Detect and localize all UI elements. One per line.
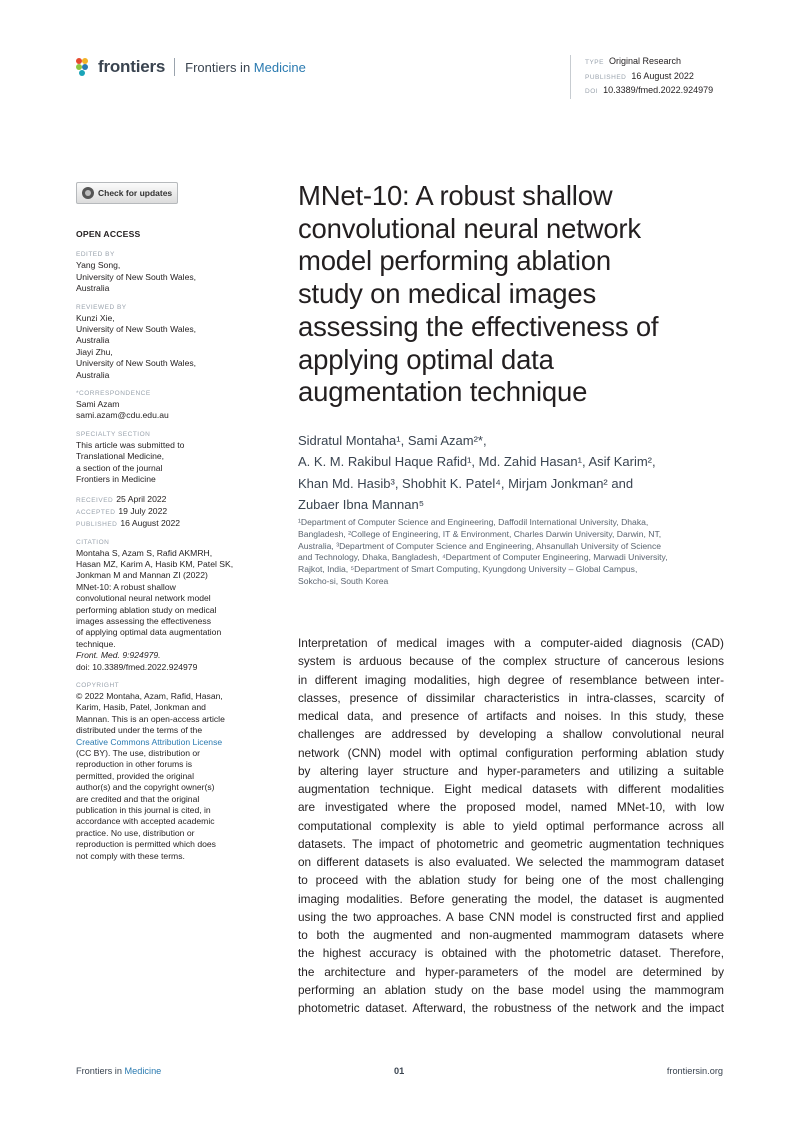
editor-line: Australia bbox=[76, 283, 110, 294]
article-title: MNet-10: A robust shallow convolutional neural network model performing ablation study on medical images assessing the effectiveness of applying optimal data augmentation technique bbox=[298, 180, 659, 408]
date-received: RECEIVED 25 April 2022 bbox=[76, 493, 167, 504]
journal-header bbox=[76, 56, 306, 78]
dates-section bbox=[76, 494, 266, 530]
reviewer-line: University of New South Wales, bbox=[76, 324, 197, 335]
reviewer-line: Jiayi Zhu, bbox=[76, 346, 113, 357]
correspondence-section: *CORRESPONDENCE Sami Azam sami.azam@cdu.edu.au bbox=[76, 389, 266, 422]
article-meta bbox=[570, 55, 713, 99]
date-published: PUBLISHED 16 August 2022 bbox=[76, 517, 181, 528]
edited-by-section: EDITED BY Yang Song, University of New South Wales, Australia bbox=[76, 250, 266, 294]
reviewer-line: Australia bbox=[76, 369, 110, 380]
footer-journal[interactable]: Frontiers in Medicine bbox=[76, 1066, 162, 1076]
frontiers-logo-icon bbox=[76, 58, 94, 76]
author-list: Sidratul Montaha¹, Sami Azam²*, A. K. M. Rakibul Haque Rafid¹, Md. Zahid Hasan¹, Asif Karim², Khan Md. Hasib³, Shobhit K. Patel⁴, Mirjam Jonkman² and Zubaer Ibna Mannan⁵ bbox=[298, 433, 656, 513]
editor-line: University of New South Wales, bbox=[76, 271, 197, 282]
abstract: Interpretation of medical images with a computer-aided diagnosis (CAD) system is arduous because of the complex structure of cancerous lesions in different imaging modalities, high degree of resemblance between inter- classes, presence of dissimilar characteristics in intra-classes, scarcity of medical data, and presence of artifacts and noises. In this study, these challenges are addressed by developing a shallow convolutional neural network (CNN) model with optimal configuration performing ablation study by altering layer structure and hyper-parameters and utilizing a suitable augmentation technique. Eight medical datasets with different modalities are investigated where the proposed model, named MNet-10, with low computational complexity is able to yield optimal performance across all datasets. The impact of photometric and geometric augmentation techniques on different datasets is also evaluated. We selected the mammogram dataset to proceed with the ablation study for being one of the most challenging imaging modalities. Before generating the model, the dataset is augmented using the two approaches. A base CNN model is constructed first and applied to both the augmented and non-augmented mammogram datasets where the highest accuracy is obtained with the photometric dataset. Therefore, the architecture and hyper-parameters of the model are determined by performing an ablation study on the base model using the mammogram photometric dataset. Afterward, the robustness of the network and the impact bbox=[298, 636, 724, 1015]
sidebar bbox=[76, 229, 266, 870]
reviewer-line: University of New South Wales, bbox=[76, 358, 197, 369]
check-updates-button[interactable] bbox=[76, 182, 178, 204]
check-updates-label: Check for updates bbox=[98, 188, 173, 198]
license-link[interactable]: Creative Commons Attribution License bbox=[76, 736, 223, 747]
citation-section: CITATION Montaha S, Azam S, Rafid AKMRH, Hasan MZ, Karim A, Hasib KM, Patel SK, Jonkman M and Mannan ZI (2022) MNet-10: A robust shallow convolutional neural network model performing ablation study on medical images assessing the effectiveness of applying optimal data augmentation technique. Front. Med. 9:924979. doi: 10.3389/fmed.2022.924979 bbox=[76, 538, 234, 672]
meta-doi[interactable]: DOI 10.3389/fmed.2022.924979 bbox=[585, 85, 714, 95]
meta-published: PUBLISHED 16 August 2022 bbox=[585, 70, 694, 81]
page-number: 01 bbox=[394, 1066, 405, 1076]
date-accepted: ACCEPTED 19 July 2022 bbox=[76, 505, 168, 516]
copyright-section: COPYRIGHT © 2022 Montaha, Azam, Rafid, Hasan, Karim, Hasib, Patel, Jonkman and Mannan. This is an open-access article distributed under the terms of the Creative Commons Attribution License (CC BY). The use, distribution or reproduction in other forums is permitted, provided the original author(s) and the copyright owner(s) are credited and that the original publication in this journal is cited, in accordance with accepted academic practice. No use, distribution or reproduction is permitted which does not comply with these terms. bbox=[76, 681, 266, 862]
reviewer-line: Australia bbox=[76, 335, 110, 346]
editor-line: Yang Song, bbox=[76, 260, 121, 271]
crossmark-icon bbox=[82, 187, 94, 199]
correspondent-email[interactable]: sami.azam@cdu.edu.au bbox=[76, 410, 169, 421]
brand-name: frontiers bbox=[98, 57, 166, 76]
journal-name[interactable]: Frontiers in Medicine bbox=[185, 59, 306, 75]
specialty-section: SPECIALTY SECTION This article was submitted to Translational Medicine, a section of the journal Frontiers in Medicine bbox=[76, 430, 185, 485]
header-divider bbox=[174, 58, 175, 76]
reviewer-line: Kunzi Xie, bbox=[76, 312, 115, 323]
correspondent-name: Sami Azam bbox=[76, 399, 120, 410]
reviewed-by-section: REVIEWED BY Kunzi Xie, University of New South Wales, Australia Jiayi Zhu, University of New South Wales, Australia bbox=[76, 303, 266, 381]
affiliations: ¹Department of Computer Science and Engineering, Daffodil International University, Dhaka, Bangladesh, ²College of Engineering, IT & Environment, Charles Darwin University, Darwin, NT, Australia, ³Department of Computer Science and Engineering, Ahsanullah University of Science and Technology, Dhaka, Bangladesh, ⁴Department of Computer Engineering, Marwadi University, Rajkot, India, ⁵Department of Smart Computing, Kyungdong University – Global Campus, Sokcho-si, South Korea bbox=[298, 517, 668, 586]
footer-site-link[interactable]: frontiersin.org bbox=[666, 1066, 723, 1076]
meta-type: TYPE Original Research bbox=[585, 56, 682, 66]
open-access-label: OPEN ACCESS bbox=[76, 229, 141, 239]
